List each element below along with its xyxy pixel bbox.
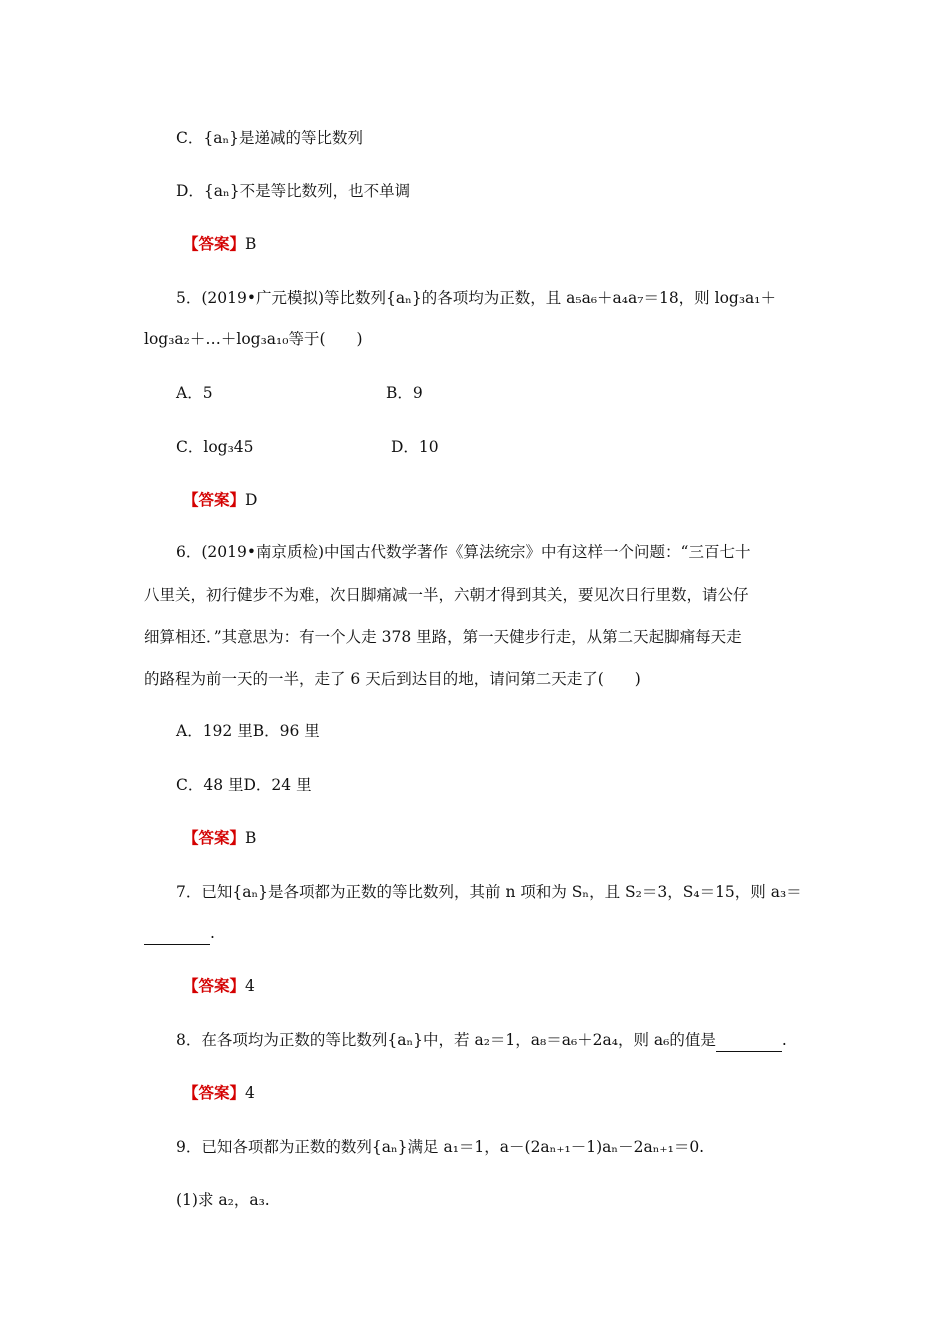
answer-q5 <box>183 489 257 511</box>
answer-tag: 【答案】 <box>183 234 246 253</box>
option-a-q5: A．5 <box>176 384 213 402</box>
answer-q7 <box>183 975 255 997</box>
answer-q8 <box>183 1082 255 1104</box>
answer-value: B <box>245 235 257 253</box>
period: . <box>210 924 215 942</box>
answer-q4 <box>183 233 256 255</box>
question-9-part-1: (1)求 a₂，a₃. <box>176 1191 270 1209</box>
options-ab-q6: A．192 里B．96 里 <box>176 722 320 740</box>
option-c-q4: C．{aₙ}是递减的等比数列 <box>176 129 364 147</box>
question-6-line-2: 八里关，初行健步不为难，次日脚痛减一半，六朝才得到其关，要见次日行里数，请公仔 <box>144 586 749 604</box>
answer-tag: 【答案】 <box>183 976 246 995</box>
question-7-line-1: 7．已知{aₙ}是各项都为正数的等比数列，其前 n 项和为 Sₙ，且 S₂＝3，S₄＝15，则 a₃＝ <box>176 883 802 901</box>
answer-value: B <box>245 829 257 847</box>
question-8-text: 8．在各项均为正数的等比数列{aₙ}中，若 a₂＝1，a₈＝a₆＋2a₄，则 a₆的值是 <box>176 1031 716 1049</box>
answer-value: 4 <box>245 977 255 995</box>
question-5-line-1: 5．(2019•广元模拟)等比数列{aₙ}的各项均为正数，且 a₅a₆＋a₄a₇＝18，则 log₃a₁＋ <box>176 289 776 307</box>
options-cd-q6: C．48 里D．24 里 <box>176 776 312 794</box>
answer-tag: 【答案】 <box>183 490 246 509</box>
option-d-q4: D．{aₙ}不是等比数列，也不单调 <box>176 182 411 200</box>
question-6-line-4: 的路程为前一天的一半，走了 6 天后到达目的地，请问第二天走了( ) <box>144 670 641 688</box>
answer-value: D <box>245 491 258 509</box>
answer-tag: 【答案】 <box>183 828 246 847</box>
answer-q6 <box>183 827 256 849</box>
question-6-line-3: 细算相还．”其意思为：有一个人走 378 里路，第一天健步行走，从第二天起脚痛每天走 <box>144 628 742 646</box>
question-9: 9．已知各项都为正数的数列{aₙ}满足 a₁＝1，a－(2aₙ₊₁－1)aₙ－2aₙ₊₁＝0. <box>176 1138 705 1156</box>
option-b-q5: B．9 <box>386 384 423 402</box>
answer-tag: 【答案】 <box>183 1083 246 1102</box>
period: . <box>781 1031 787 1049</box>
option-d-q5: D．10 <box>391 438 439 456</box>
answer-blank <box>144 922 210 945</box>
question-7-line-2 <box>144 922 215 945</box>
answer-blank <box>716 1029 782 1052</box>
answer-value: 4 <box>245 1084 255 1102</box>
question-6-line-1: 6．(2019•南京质检)中国古代数学著作《算法统宗》中有这样一个问题：“三百七十 <box>176 543 751 561</box>
option-c-q5: C．log₃45 <box>176 438 254 456</box>
question-8 <box>176 1029 787 1052</box>
question-5-line-2: log₃a₂＋…＋log₃a₁₀等于( ) <box>144 330 363 348</box>
